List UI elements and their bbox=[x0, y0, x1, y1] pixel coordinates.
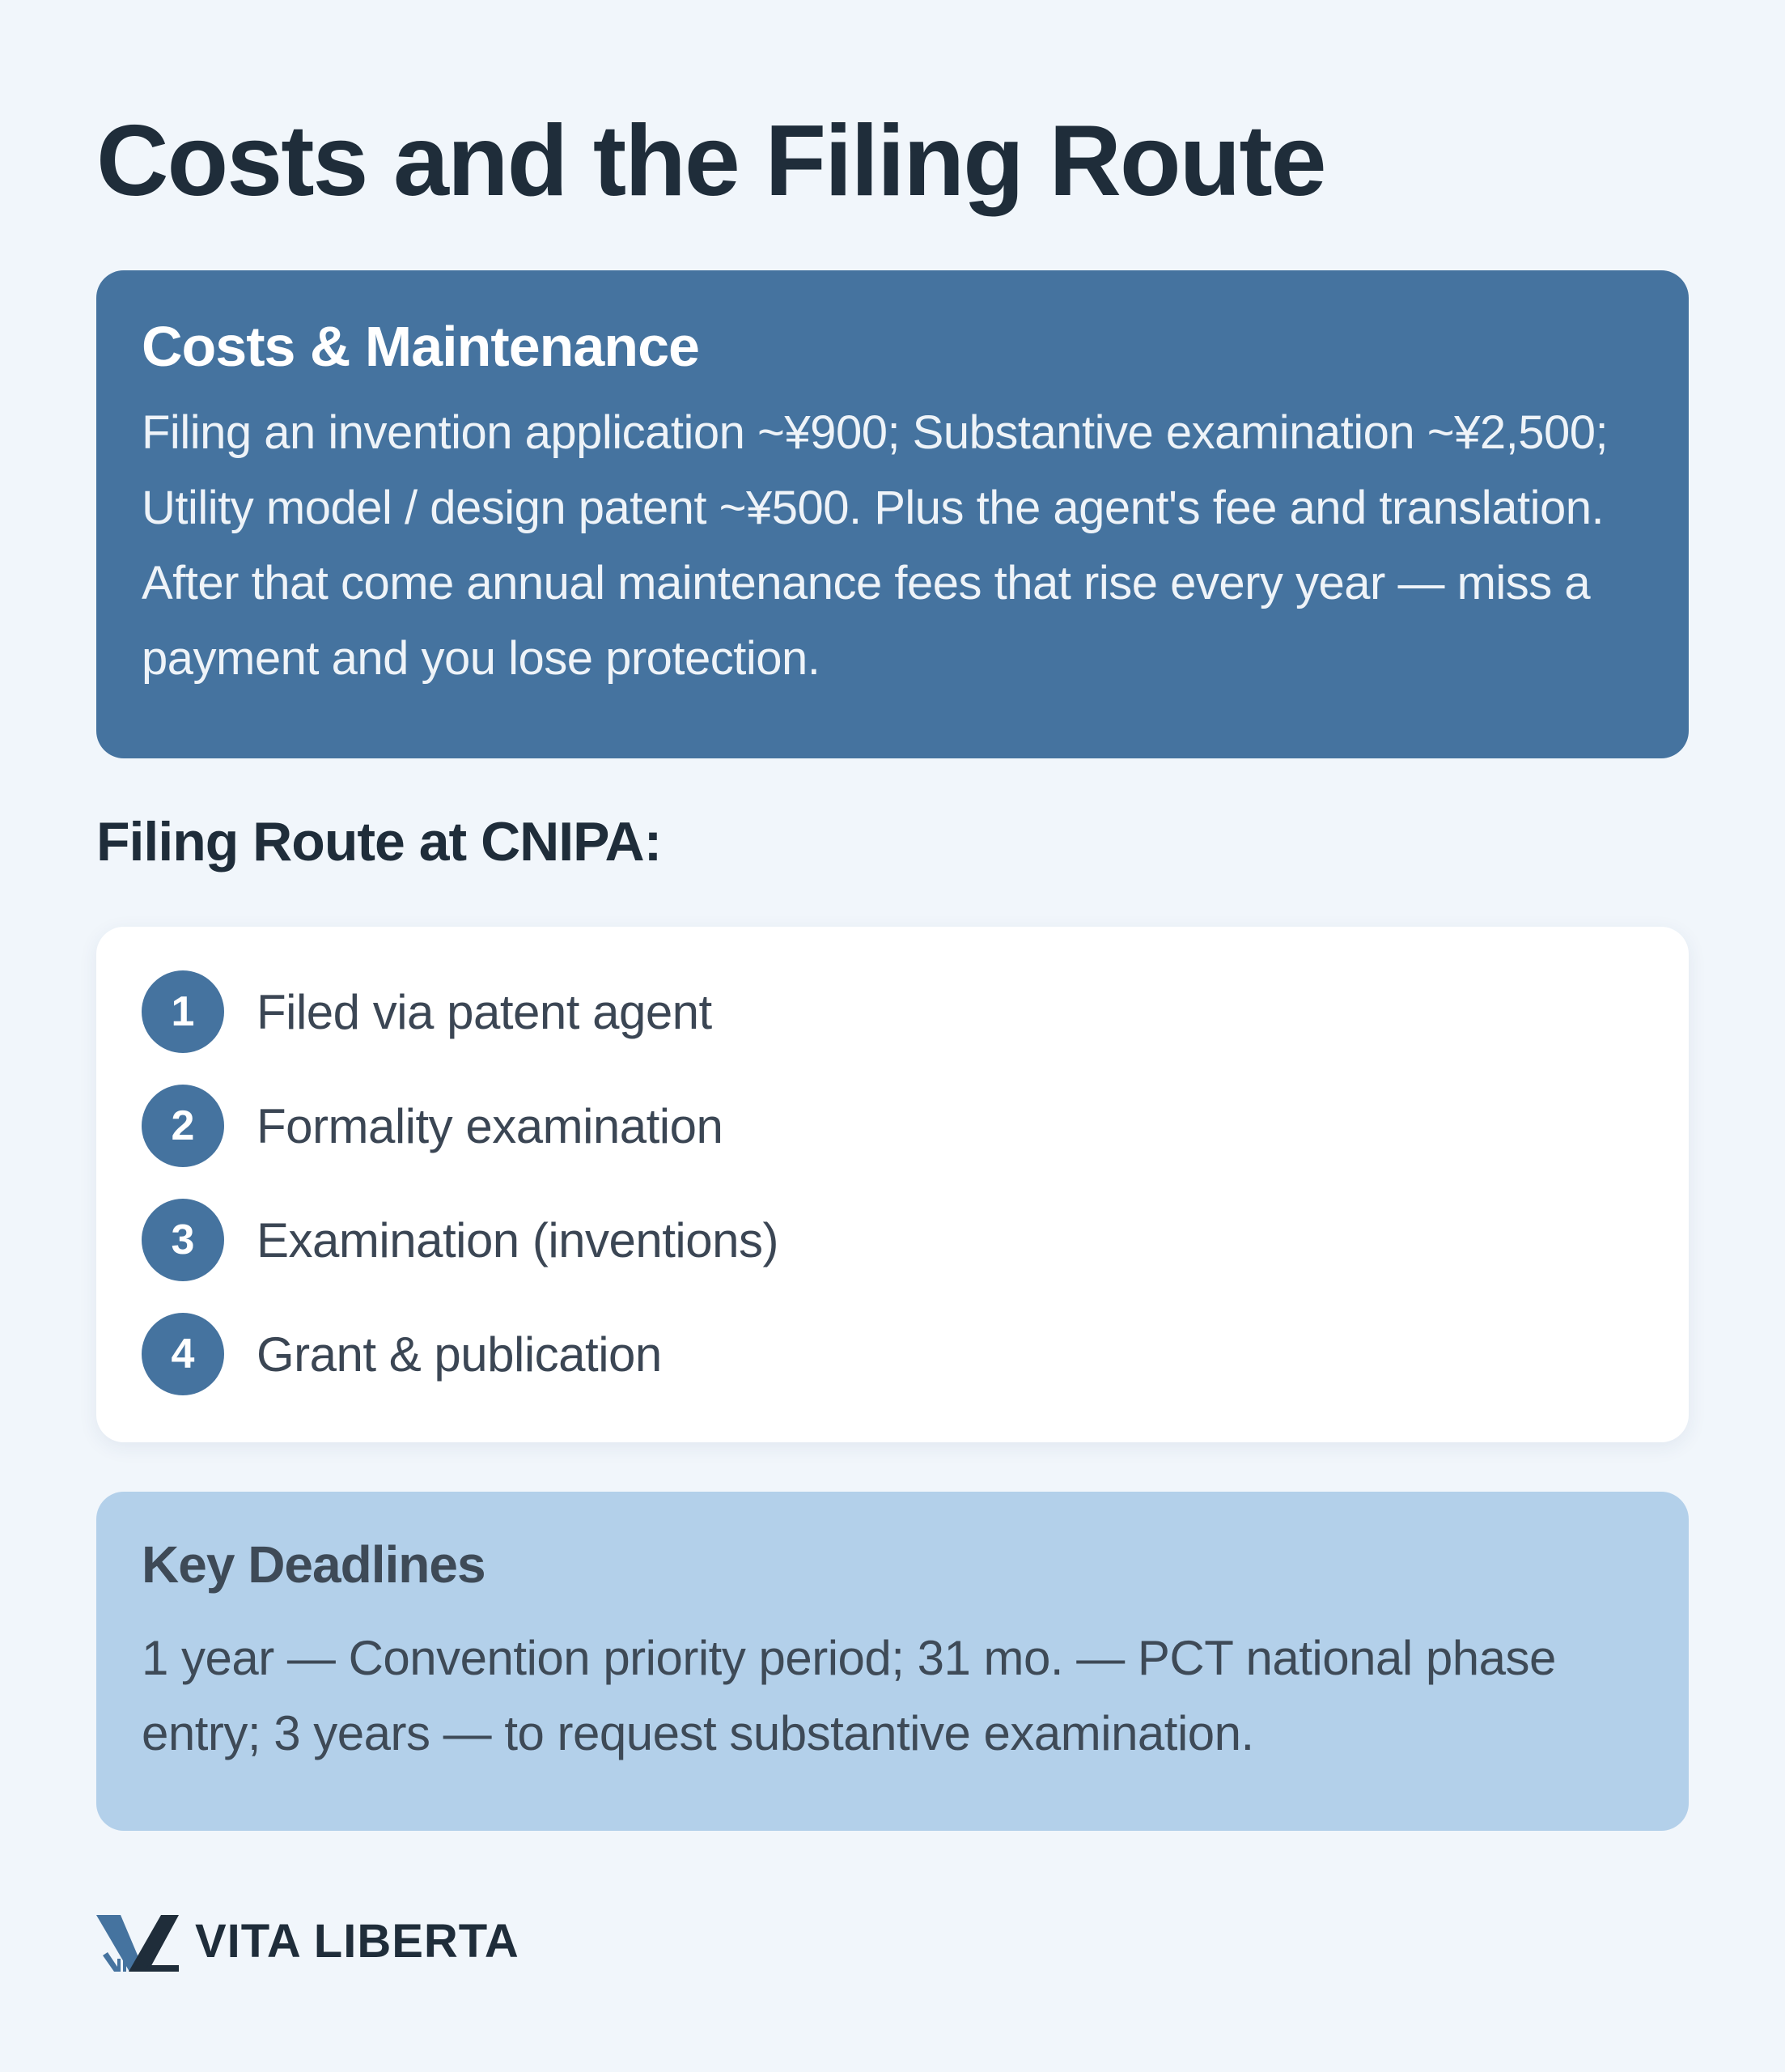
deadlines-card-title: Key Deadlines bbox=[142, 1535, 485, 1594]
key-deadlines-card bbox=[96, 1492, 1689, 1831]
route-step-2 bbox=[142, 1085, 1643, 1166]
page-title: Costs and the Filing Route bbox=[96, 105, 1325, 217]
step-label: Filed via patent agent bbox=[257, 984, 712, 1039]
route-step-3 bbox=[142, 1199, 1643, 1280]
brand-footer bbox=[96, 1910, 519, 1972]
vita-liberta-logo-icon bbox=[96, 1910, 179, 1972]
step-number-badge: 3 bbox=[142, 1199, 224, 1281]
step-number-badge: 2 bbox=[142, 1085, 224, 1167]
filing-route-card bbox=[96, 927, 1689, 1442]
costs-card-body: Filing an invention application ~¥900; Substantive examination ~¥2,500; Utility model / design patent ~¥500. Plus the agent's fee and translation. After that come annual maintenance fees that rise every year — miss a payment and you lose protection. bbox=[142, 406, 1609, 685]
step-label: Grant & publication bbox=[257, 1327, 662, 1382]
deadlines-card-body: 1 year — Convention priority period; 31 mo. — PCT national phase entry; 3 years — to request substantive examination. bbox=[142, 1630, 1556, 1760]
step-number-badge: 4 bbox=[142, 1313, 224, 1395]
step-label: Formality examination bbox=[257, 1098, 723, 1153]
route-step-1 bbox=[142, 971, 1643, 1052]
costs-card-title: Costs & Maintenance bbox=[142, 315, 699, 378]
filing-route-heading: Filing Route at CNIPA: bbox=[96, 811, 662, 873]
filing-route-steps bbox=[142, 971, 1643, 1395]
step-number-badge: 1 bbox=[142, 970, 224, 1053]
route-step-4 bbox=[142, 1314, 1643, 1395]
step-label: Examination (inventions) bbox=[257, 1212, 778, 1267]
costs-maintenance-card bbox=[96, 270, 1689, 758]
brand-name: VITA LIBERTA bbox=[195, 1914, 519, 1968]
